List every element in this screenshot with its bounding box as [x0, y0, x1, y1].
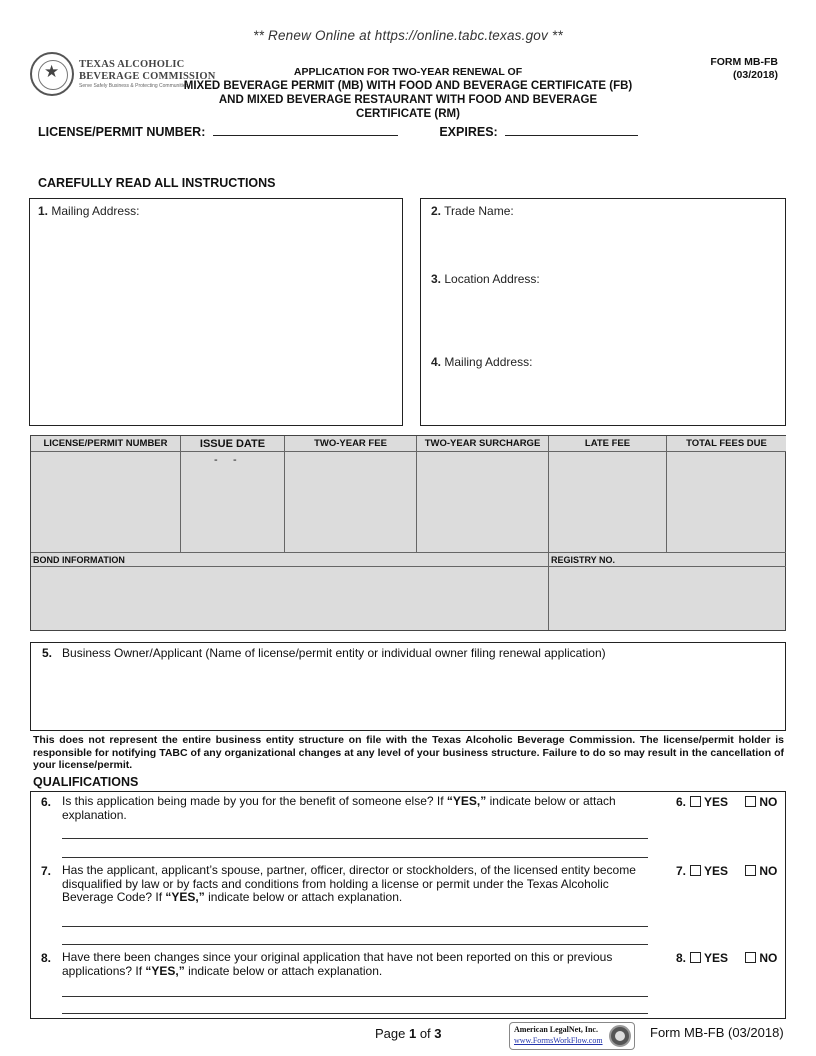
question-6-answer-line-1[interactable]: [62, 838, 648, 839]
page-number: Page 1 of 3: [375, 1026, 442, 1041]
question-6-number: 6.: [41, 795, 52, 809]
question-8-no-checkbox[interactable]: [745, 952, 756, 963]
question-7-answer-line-1[interactable]: [62, 926, 648, 927]
question-6-text: Is this application being made by you for the benefit of someone else? If “YES,” indicate below or attach explanation.: [62, 794, 616, 822]
fee-table: [30, 435, 786, 631]
question-8-options: 8. YES NO: [676, 951, 778, 965]
cell-two-year-surcharge[interactable]: [417, 452, 549, 552]
question-8-answer-line-1[interactable]: [62, 996, 648, 997]
tabc-logo: [30, 52, 216, 98]
license-number-field[interactable]: [213, 123, 398, 136]
question-7-yes-checkbox[interactable]: [690, 865, 701, 876]
col-two-year-surcharge: TWO-YEAR SURCHARGE: [417, 436, 549, 452]
bond-info-cell[interactable]: [31, 567, 549, 630]
globe-icon: [609, 1025, 631, 1047]
business-owner-box[interactable]: [30, 642, 786, 731]
disclaimer-text: This does not represent the entire business entity structure on file with the Texas Alcoholic Beverage Commission. The license/permit holder is responsible for notifying TABC of any organizational changes at any level of your business structure. Failure to do so may result in the cancellation of your license/permit.: [33, 734, 784, 771]
form-id-date: (03/2018): [733, 69, 778, 81]
question-8-text: Have there been changes since your original application that have not been reported on this or previous applications? If “YES,” indicate below or attach explanation.: [62, 950, 613, 978]
title-line-3: AND MIXED BEVERAGE RESTAURANT WITH FOOD AND BEVERAGE CERTIFICATE (RM): [218, 94, 598, 120]
qualifications-box: [30, 791, 786, 1019]
business-owner-label: 5. Business Owner/Applicant (Name of license/permit entity or individual owner filing renewal application): [42, 646, 606, 660]
mailing-address-box[interactable]: [29, 198, 403, 426]
renew-online-notice: ** Renew Online at https://online.tabc.texas.gov **: [253, 28, 563, 43]
cell-two-year-fee[interactable]: [285, 452, 417, 552]
title-line-2: MIXED BEVERAGE PERMIT (MB) WITH FOOD AND BEVERAGE CERTIFICATE (FB): [183, 80, 633, 92]
question-7-no-checkbox[interactable]: [745, 865, 756, 876]
cell-issue-date[interactable]: [181, 452, 285, 552]
question-6-no-checkbox[interactable]: [745, 796, 756, 807]
cell-late-fee[interactable]: [549, 452, 667, 552]
col-license-number: LICENSE/PERMIT NUMBER: [31, 436, 181, 452]
cell-license-number[interactable]: [31, 452, 181, 552]
trade-location-box: [420, 198, 786, 426]
question-7-answer-line-2[interactable]: [62, 944, 648, 945]
logo-line-2: BEVERAGE COMMISSION: [79, 71, 216, 82]
mailing-address-2-label: 4. Mailing Address:: [431, 355, 533, 369]
question-8-answer-line-2[interactable]: [62, 1013, 648, 1014]
license-number-label: LICENSE/PERMIT NUMBER:: [38, 125, 206, 139]
license-row: [38, 123, 638, 139]
question-6-answer-line-2[interactable]: [62, 857, 648, 858]
form-id-number: FORM MB-FB: [710, 56, 778, 68]
col-late-fee: LATE FEE: [549, 436, 667, 452]
title-line-1: APPLICATION FOR TWO-YEAR RENEWAL OF: [293, 66, 523, 78]
trade-name-label: 2. Trade Name:: [431, 204, 514, 218]
question-6-yes-checkbox[interactable]: [690, 796, 701, 807]
legalnet-name: American LegalNet, Inc.: [514, 1025, 598, 1034]
legalnet-url[interactable]: www.FormsWorkFlow.com: [514, 1036, 603, 1045]
footer-form-label: Form MB-FB (03/2018): [650, 1025, 784, 1040]
col-two-year-fee: TWO-YEAR FEE: [285, 436, 417, 452]
expires-label: EXPIRES:: [439, 125, 498, 139]
location-address-label: 3. Location Address:: [431, 272, 540, 286]
expires-field[interactable]: [505, 123, 638, 136]
question-7-text: Has the applicant, applicant’s spouse, partner, officer, director or stockholders, of the licensed entity become disqualified by law or by facts and conditions from holding a license or permit under the Texas Alcoholic Beverage Code? If “YES,” indicate below or attach explanation.: [62, 863, 636, 904]
col-total-fees-due: TOTAL FEES DUE: [667, 436, 786, 452]
form-title: [180, 66, 636, 121]
cell-total-fees-due[interactable]: [667, 452, 786, 552]
col-issue-date: ISSUE DATE: [181, 436, 285, 452]
form-id: [690, 56, 778, 82]
bond-info-label: BOND INFORMATION: [31, 553, 549, 567]
question-6-options: 6. YES NO: [676, 795, 778, 809]
logo-tagline: Serve Safely Business & Protecting Communities: [79, 83, 189, 89]
question-8-yes-checkbox[interactable]: [690, 952, 701, 963]
registry-no-label: REGISTRY NO.: [549, 553, 786, 567]
mailing-address-label: 1. Mailing Address:: [38, 204, 140, 218]
question-8-number: 8.: [41, 951, 52, 965]
instructions-heading: CAREFULLY READ ALL INSTRUCTIONS: [38, 176, 276, 190]
registry-no-cell[interactable]: [549, 567, 786, 630]
issue-date-value: - -: [214, 454, 237, 466]
logo-line-1: TEXAS ALCOHOLIC: [79, 59, 185, 70]
question-7-options: 7. YES NO: [676, 864, 778, 878]
star-icon: ★: [44, 62, 60, 81]
legalnet-badge[interactable]: [509, 1022, 635, 1050]
question-7-number: 7.: [41, 864, 52, 878]
qualifications-heading: QUALIFICATIONS: [33, 775, 139, 789]
